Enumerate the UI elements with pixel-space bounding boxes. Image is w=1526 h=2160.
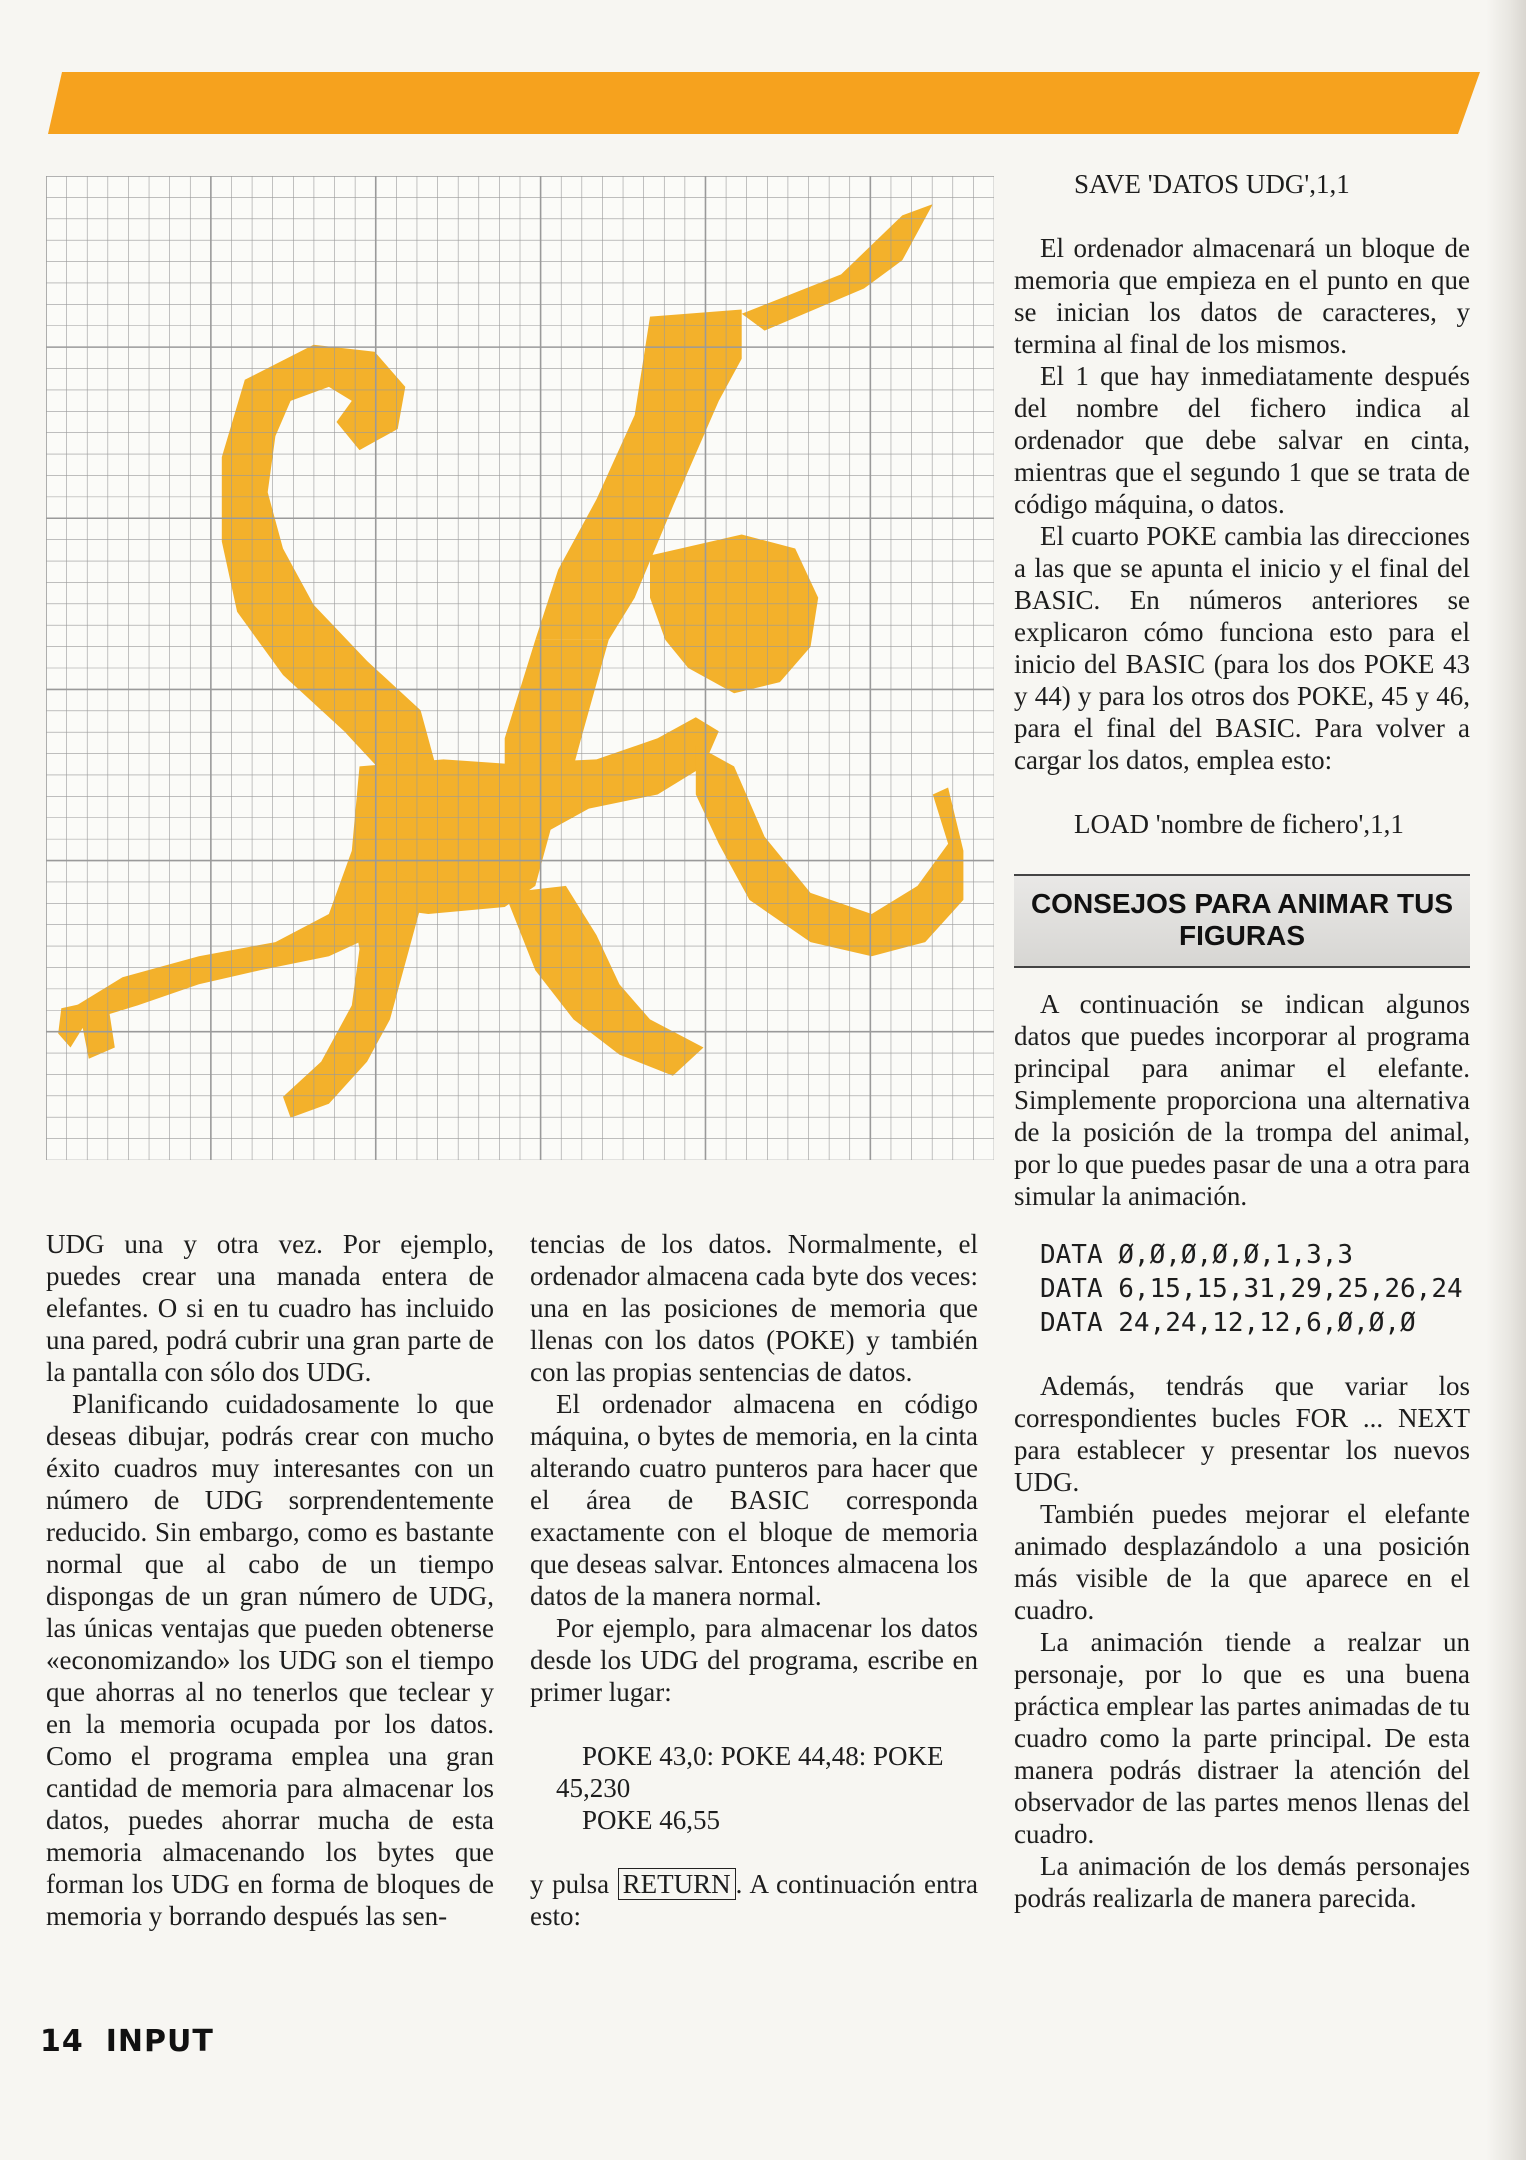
data-line-2: DATA 6,15,15,31,29,25,26,24 — [1040, 1274, 1463, 1304]
col2-paragraph-4 — [530, 1868, 978, 1932]
col2-paragraph-1: tencias de los datos. Normalmente, el ordenador almacena cada byte dos veces: una en las posiciones de memoria que llenas con los datos (POKE) y también con las propias sentencias de datos. — [530, 1229, 978, 1387]
col3-paragraph-4: A continuación se indican algunos datos que puedes incorporar al programa principal para animar el elefante. Simplemente proporciona una alternativa de la posición de la trompa del animal, por lo que puedes pasar de una a otra para simular la animación. — [1014, 989, 1470, 1211]
col3-paragraph-2: El 1 que hay inmediatamente después del nombre del fichero indica al ordenador que debe salvar en cinta, mientras que el segundo 1 que se trata de código máquina, o datos. — [1014, 361, 1470, 519]
col3-paragraph-1: El ordenador almacenará un bloque de memoria que empieza en el punto en que se inician los datos de caracteres, y termina al final de los mismos. — [1014, 233, 1470, 359]
column-2 — [530, 1228, 978, 1932]
page-edge-shadow — [1486, 0, 1526, 2160]
magazine-name: INPUT — [105, 2024, 214, 2059]
col3-paragraph-8: La animación de los demás personajes podrás realizarla de manera parecida. — [1014, 1851, 1470, 1913]
orange-header-band — [48, 72, 1480, 134]
poke-code-line-1: POKE 43,0: POKE 44,48: POKE — [582, 1741, 944, 1771]
col3-paragraph-5: Además, tendrás que variar los correspondientes bucles FOR ... NEXT para establecer y presentar los nuevos UDG. — [1014, 1371, 1470, 1497]
column-1 — [46, 1228, 494, 1932]
col2-paragraph-3: Por ejemplo, para almacenar los datos desde los UDG del programa, escribe en primer lugar: — [530, 1613, 978, 1707]
load-command: LOAD 'nombre de fichero',1,1 — [1074, 809, 1404, 839]
poke-code-line-1b: 45,230 — [556, 1773, 631, 1803]
col3-paragraph-6: También puedes mejorar el elefante animado desplazándolo a una posición más visible de la que aparece en el cuadro. — [1014, 1499, 1470, 1625]
col1-paragraph-1: UDG una y otra vez. Por ejemplo, puedes crear una manada entera de elefantes. O si en tu cuadro has incluido una pared, podrá cubrir una gran parte de la pantalla con sólo dos UDG. — [46, 1229, 494, 1387]
data-line-1: DATA Ø,Ø,Ø,Ø,Ø,1,3,3 — [1040, 1240, 1354, 1270]
return-key: RETURN — [618, 1868, 736, 1900]
monkey-udg-grid — [46, 176, 994, 1160]
data-line-3: DATA 24,24,12,12,6,Ø,Ø,Ø — [1040, 1308, 1416, 1338]
col3-paragraph-3: El cuarto POKE cambia las direcciones a las que se apunta el inicio y el final del BASIC. En números anteriores se explicaron cómo funciona esto para el inicio del BASIC (para los dos POKE 43 y 44) y para los otros dos POKE, 45 y 46, para el final del BASIC. Para volver a cargar los datos, emplea esto: — [1014, 521, 1470, 775]
page-number: 14 — [40, 2024, 84, 2059]
continuation-text: . A continuación entra esto: — [530, 1869, 978, 1931]
save-command: SAVE 'DATOS UDG',1,1 — [1074, 169, 1350, 199]
column-3 — [1014, 168, 1470, 1914]
col1-paragraph-2: Planificando cuidadosamente lo que deseas dibujar, podrás crear con mucho éxito cuadros muy interesantes con un número de UDG sorprendentemente reducido. Sin embargo, como es bastante normal que al cabo de un tiempo dispongas de un gran número de UDG, las únicas ventajas que pueden obtenerse «economizando» los UDG son el tiempo que ahorras al no tenerlos que teclear y en la memoria ocupada por los datos. Como el programa emplea una gran cantidad de memoria para almacenar los datos, puedes ahorrar mucha de esta memoria almacenando los bytes que forman los UDG en forma de bloques de memoria y borrando después las sen- — [46, 1389, 494, 1931]
press-text: y pulsa — [530, 1869, 610, 1899]
tips-box-heading: CONSEJOS PARA ANIMAR TUS FIGURAS — [1014, 874, 1470, 968]
col3-paragraph-7: La animación tiende a realzar un personaje, por lo que es una buena práctica emplear las partes animadas de tu cuadro como la parte principal. De esta manera podrás distraer la atención del observador de las partes menos llenas del cuadro. — [1014, 1627, 1470, 1849]
poke-code-line-2: POKE 46,55 — [582, 1805, 721, 1835]
col2-paragraph-2: El ordenador almacena en código máquina, o bytes de memoria, en la cinta alterando cuatro punteros para hacer que el área de BASIC corresponda exactamente con el bloque de memoria que deseas salvar. Entonces almacena los datos de la manera normal. — [530, 1389, 978, 1611]
page-footer — [40, 2024, 214, 2059]
